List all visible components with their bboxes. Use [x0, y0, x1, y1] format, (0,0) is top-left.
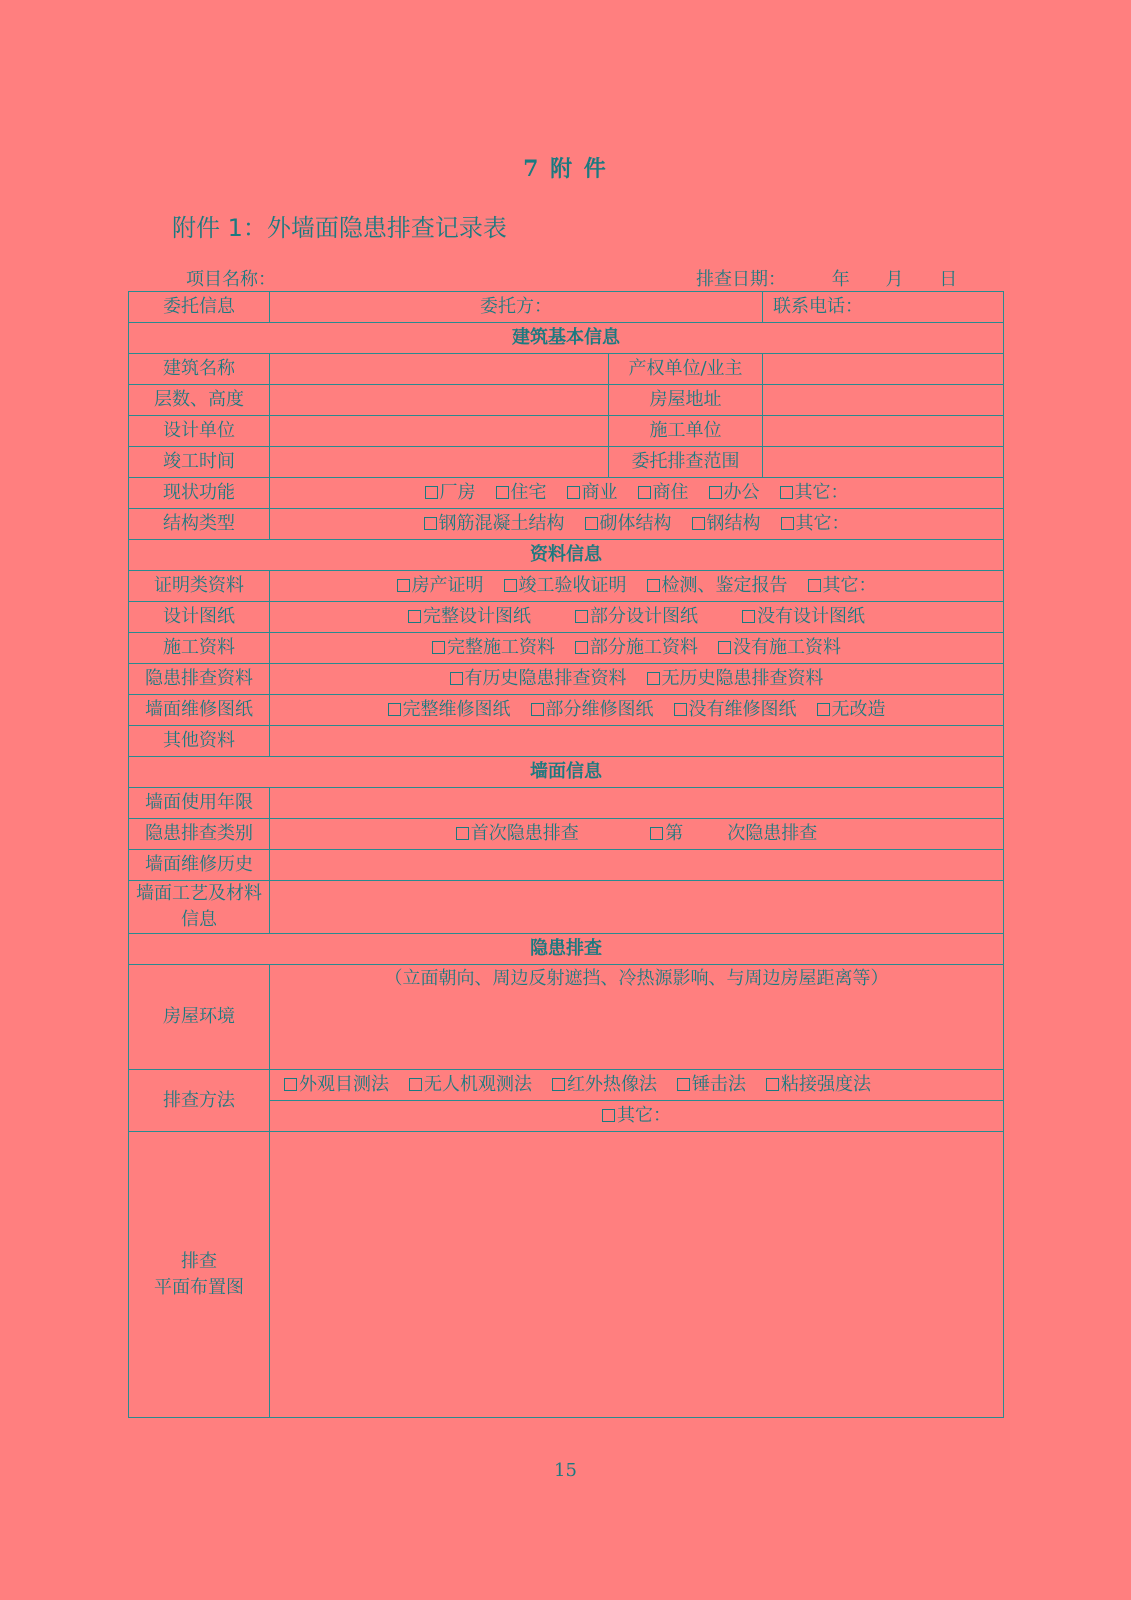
- building-name-field[interactable]: [270, 354, 609, 385]
- checkbox-option[interactable]: [718, 636, 841, 660]
- checkbox-label: 无人机观测法: [424, 1074, 532, 1095]
- checkbox-option[interactable]: [742, 605, 865, 629]
- section-title: 7 附 件: [523, 156, 608, 182]
- checkbox-icon[interactable]: [284, 1078, 297, 1091]
- checkbox-icon[interactable]: [718, 641, 731, 654]
- scope-label: 委托排查范围: [609, 447, 763, 478]
- checkbox-label: 办公: [723, 482, 760, 503]
- checkbox-icon[interactable]: [780, 486, 793, 499]
- checkbox-icon[interactable]: [504, 579, 517, 592]
- floors-row: [129, 385, 1004, 416]
- structure-row: [129, 509, 1004, 540]
- building-name-row: [129, 354, 1004, 385]
- checkbox-option[interactable]: [674, 698, 797, 722]
- inspection-date: [696, 265, 957, 291]
- checkbox-option[interactable]: [409, 1073, 532, 1097]
- wall-years-field[interactable]: [270, 788, 1004, 819]
- checkbox-icon[interactable]: [709, 486, 722, 499]
- wall-info-header: 墙面信息: [129, 757, 1004, 788]
- checkbox-label: 红外热像法: [567, 1074, 657, 1095]
- checkbox-option[interactable]: [781, 512, 850, 536]
- inspection-type-options: [270, 819, 1004, 850]
- owner-label: 产权单位/业主: [609, 354, 763, 385]
- checkbox-label: 厂房: [439, 482, 476, 503]
- inspection-type-label: 隐患排查类别: [129, 819, 270, 850]
- repair-docs-label: 墙面维修图纸: [129, 695, 270, 726]
- checkbox-icon[interactable]: [552, 1078, 565, 1091]
- design-unit-row: [129, 416, 1004, 447]
- wall-years-label: 墙面使用年限: [129, 788, 270, 819]
- checkbox-label: 粘接强度法: [781, 1074, 871, 1095]
- checkbox-option[interactable]: [504, 574, 627, 598]
- checkbox-icon[interactable]: [692, 517, 705, 530]
- checkbox-label: 其它：: [794, 482, 849, 503]
- checkbox-label: 外观目测法: [299, 1074, 389, 1095]
- construction-unit-field[interactable]: [763, 416, 1004, 447]
- checkbox-label: 部分维修图纸: [545, 699, 654, 720]
- address-label: 房屋地址: [609, 385, 763, 416]
- completion-field[interactable]: [270, 447, 609, 478]
- checkbox-icon[interactable]: [432, 641, 445, 654]
- repair-history-field[interactable]: [270, 850, 1004, 881]
- owner-field[interactable]: [763, 354, 1004, 385]
- floors-field[interactable]: [270, 385, 609, 416]
- date-day: 日: [939, 269, 958, 290]
- checkbox-label: 完整维修图纸: [402, 699, 511, 720]
- completion-label: 竣工时间: [129, 447, 270, 478]
- checkbox-option[interactable]: [575, 636, 698, 660]
- checkbox-label: 没有施工资料: [733, 637, 841, 658]
- completion-row: [129, 447, 1004, 478]
- scope-field[interactable]: [763, 447, 1004, 478]
- hazard-docs-label: 隐患排查资料: [129, 664, 270, 695]
- checkbox-option[interactable]: [647, 574, 788, 598]
- checkbox-icon[interactable]: [397, 579, 410, 592]
- checkbox-option[interactable]: [575, 605, 698, 629]
- checkbox-icon[interactable]: [531, 703, 544, 716]
- repair-docs-row: [129, 695, 1004, 726]
- checkbox-icon[interactable]: [408, 610, 421, 623]
- repair-history-row: [129, 850, 1004, 881]
- checkbox-icon[interactable]: [496, 486, 509, 499]
- checkbox-icon[interactable]: [388, 703, 401, 716]
- checkbox-option[interactable]: [638, 481, 689, 505]
- checkbox-label: 商业: [581, 482, 618, 503]
- environment-label: 房屋环境: [129, 965, 270, 1070]
- entrust-row: [129, 292, 1004, 323]
- other-docs-field[interactable]: [270, 726, 1004, 757]
- method-row: [129, 1070, 1004, 1101]
- floors-label: 层数、高度: [129, 385, 270, 416]
- design-docs-row: [129, 602, 1004, 633]
- repair-docs-options: [270, 695, 1004, 726]
- checkbox-label: 完整设计图纸: [423, 606, 531, 627]
- checkbox-icon[interactable]: [425, 486, 438, 499]
- checkbox-label: 无改造: [831, 699, 886, 720]
- checkbox-option[interactable]: [766, 1073, 871, 1097]
- checkbox-icon[interactable]: [450, 672, 463, 685]
- first-inspection-option[interactable]: 首次隐患排查: [456, 822, 579, 846]
- environment-note[interactable]: （立面朝向、周边反射遮挡、冷热源影响、与周边房屋距离等）: [270, 965, 1004, 1070]
- nth-inspection-option[interactable]: 第 次隐患排查: [650, 822, 817, 846]
- structure-options: [270, 509, 1004, 540]
- page-number: 15: [554, 1460, 577, 1481]
- repair-history-label: 墙面维修历史: [129, 850, 270, 881]
- checkbox-option[interactable]: [567, 481, 618, 505]
- checkbox-icon[interactable]: [817, 703, 830, 716]
- environment-row: [129, 965, 1004, 1070]
- other-docs-row: [129, 726, 1004, 757]
- checkbox-icon[interactable]: [647, 579, 660, 592]
- function-label: 现状功能: [129, 478, 270, 509]
- construction-unit-label: 施工单位: [609, 416, 763, 447]
- entrust-label: 委托信息: [129, 292, 270, 323]
- date-year: 年: [831, 269, 850, 290]
- material-label: 墙面工艺及材料信息: [129, 881, 270, 934]
- checkbox-icon[interactable]: [647, 672, 660, 685]
- checkbox-label: 无历史隐患排查资料: [661, 668, 824, 689]
- design-docs-label: 设计图纸: [129, 602, 270, 633]
- checkbox-icon[interactable]: [602, 1109, 615, 1122]
- structure-label: 结构类型: [129, 509, 270, 540]
- checkbox-icon[interactable]: [456, 827, 469, 840]
- wall-years-row: [129, 788, 1004, 819]
- design-docs-options: [270, 602, 1004, 633]
- checkbox-option[interactable]: [780, 481, 849, 505]
- checkbox-icon[interactable]: [766, 1078, 779, 1091]
- checkbox-option[interactable]: [677, 1073, 746, 1097]
- layout-plan-label: 排查 平面布置图: [129, 1132, 270, 1418]
- date-month: 月: [885, 269, 904, 290]
- checkbox-option[interactable]: [496, 481, 547, 505]
- building-name-label: 建筑名称: [129, 354, 270, 385]
- construction-docs-options: [270, 633, 1004, 664]
- checkbox-icon[interactable]: [409, 1078, 422, 1091]
- checkbox-label: 有历史隐患排查资料: [464, 668, 627, 689]
- checkbox-label: 钢结构: [706, 513, 761, 534]
- date-label: 排查日期：: [696, 269, 786, 290]
- proof-row: [129, 571, 1004, 602]
- hazard-docs-options: [270, 664, 1004, 695]
- checkbox-option[interactable]: [425, 481, 476, 505]
- method-other-option[interactable]: 其它：: [270, 1101, 1004, 1132]
- inspection-type-row: [129, 819, 1004, 850]
- construction-docs-label: 施工资料: [129, 633, 270, 664]
- checkbox-label: 竣工验收证明: [518, 575, 627, 596]
- material-field[interactable]: [270, 881, 1004, 934]
- checkbox-icon[interactable]: [567, 486, 580, 499]
- address-field[interactable]: [763, 385, 1004, 416]
- checkbox-option[interactable]: [408, 605, 531, 629]
- checkbox-label: 锤击法: [692, 1074, 746, 1095]
- checkbox-option[interactable]: [817, 698, 886, 722]
- checkbox-icon[interactable]: [781, 517, 794, 530]
- checkbox-label: 检测、鉴定报告: [661, 575, 788, 596]
- checkbox-icon[interactable]: [638, 486, 651, 499]
- material-row: [129, 881, 1004, 934]
- checkbox-option[interactable]: [531, 698, 654, 722]
- method-label: 排查方法: [129, 1070, 270, 1132]
- construction-docs-row: [129, 633, 1004, 664]
- proof-label: 证明类资料: [129, 571, 270, 602]
- design-unit-label: 设计单位: [129, 416, 270, 447]
- checkbox-option[interactable]: [692, 512, 761, 536]
- function-row: [129, 478, 1004, 509]
- checkbox-label: 其它：: [822, 575, 877, 596]
- hazard-check-header: 隐患排查: [129, 934, 1004, 965]
- checkbox-label: 商住: [652, 482, 689, 503]
- checkbox-option[interactable]: [284, 1073, 389, 1097]
- checkbox-option[interactable]: [388, 698, 511, 722]
- checkbox-option[interactable]: [808, 574, 877, 598]
- checkbox-label: 完整施工资料: [447, 637, 555, 658]
- checkbox-label: 住宅: [510, 482, 547, 503]
- checkbox-icon[interactable]: [575, 610, 588, 623]
- checkbox-option[interactable]: [647, 667, 824, 691]
- function-options: [270, 478, 1004, 509]
- checkbox-icon[interactable]: [585, 517, 598, 530]
- checkbox-option[interactable]: [432, 636, 555, 660]
- proof-options: [270, 571, 1004, 602]
- method-options: [270, 1070, 1004, 1101]
- checkbox-option[interactable]: [585, 512, 672, 536]
- checkbox-icon[interactable]: [650, 827, 663, 840]
- layout-plan-row: [129, 1132, 1004, 1418]
- entrust-phone-label: 联系电话：: [763, 292, 1004, 323]
- building-info-header: 建筑基本信息: [129, 323, 1004, 354]
- checkbox-label: 没有设计图纸: [757, 606, 865, 627]
- checkbox-label: 部分设计图纸: [590, 606, 698, 627]
- checkbox-label: 没有维修图纸: [688, 699, 797, 720]
- checkbox-option[interactable]: [397, 574, 484, 598]
- checkbox-label: 其它：: [795, 513, 850, 534]
- checkbox-option[interactable]: [552, 1073, 657, 1097]
- checkbox-option[interactable]: [709, 481, 760, 505]
- checkbox-label: 部分施工资料: [590, 637, 698, 658]
- other-docs-label: 其他资料: [129, 726, 270, 757]
- checkbox-icon[interactable]: [808, 579, 821, 592]
- checkbox-label: 砌体结构: [599, 513, 672, 534]
- entrust-party-label: 委托方：: [270, 292, 763, 323]
- layout-plan-area[interactable]: [270, 1132, 1004, 1418]
- checkbox-label: 钢筋混凝土结构: [438, 513, 565, 534]
- docs-info-header: 资料信息: [129, 540, 1004, 571]
- checkbox-icon[interactable]: [424, 517, 437, 530]
- design-unit-field[interactable]: [270, 416, 609, 447]
- checkbox-option[interactable]: [424, 512, 565, 536]
- checkbox-icon[interactable]: [575, 641, 588, 654]
- checkbox-option[interactable]: [450, 667, 627, 691]
- project-name-label: 项目名称：: [186, 269, 276, 290]
- annex-title: 附件 1：外墙面隐患排查记录表: [172, 214, 507, 242]
- checkbox-icon[interactable]: [742, 610, 755, 623]
- hazard-docs-row: [129, 664, 1004, 695]
- checkbox-icon[interactable]: [674, 703, 687, 716]
- checkbox-label: 房产证明: [411, 575, 484, 596]
- inspection-record-table: [128, 291, 1004, 1418]
- checkbox-icon[interactable]: [677, 1078, 690, 1091]
